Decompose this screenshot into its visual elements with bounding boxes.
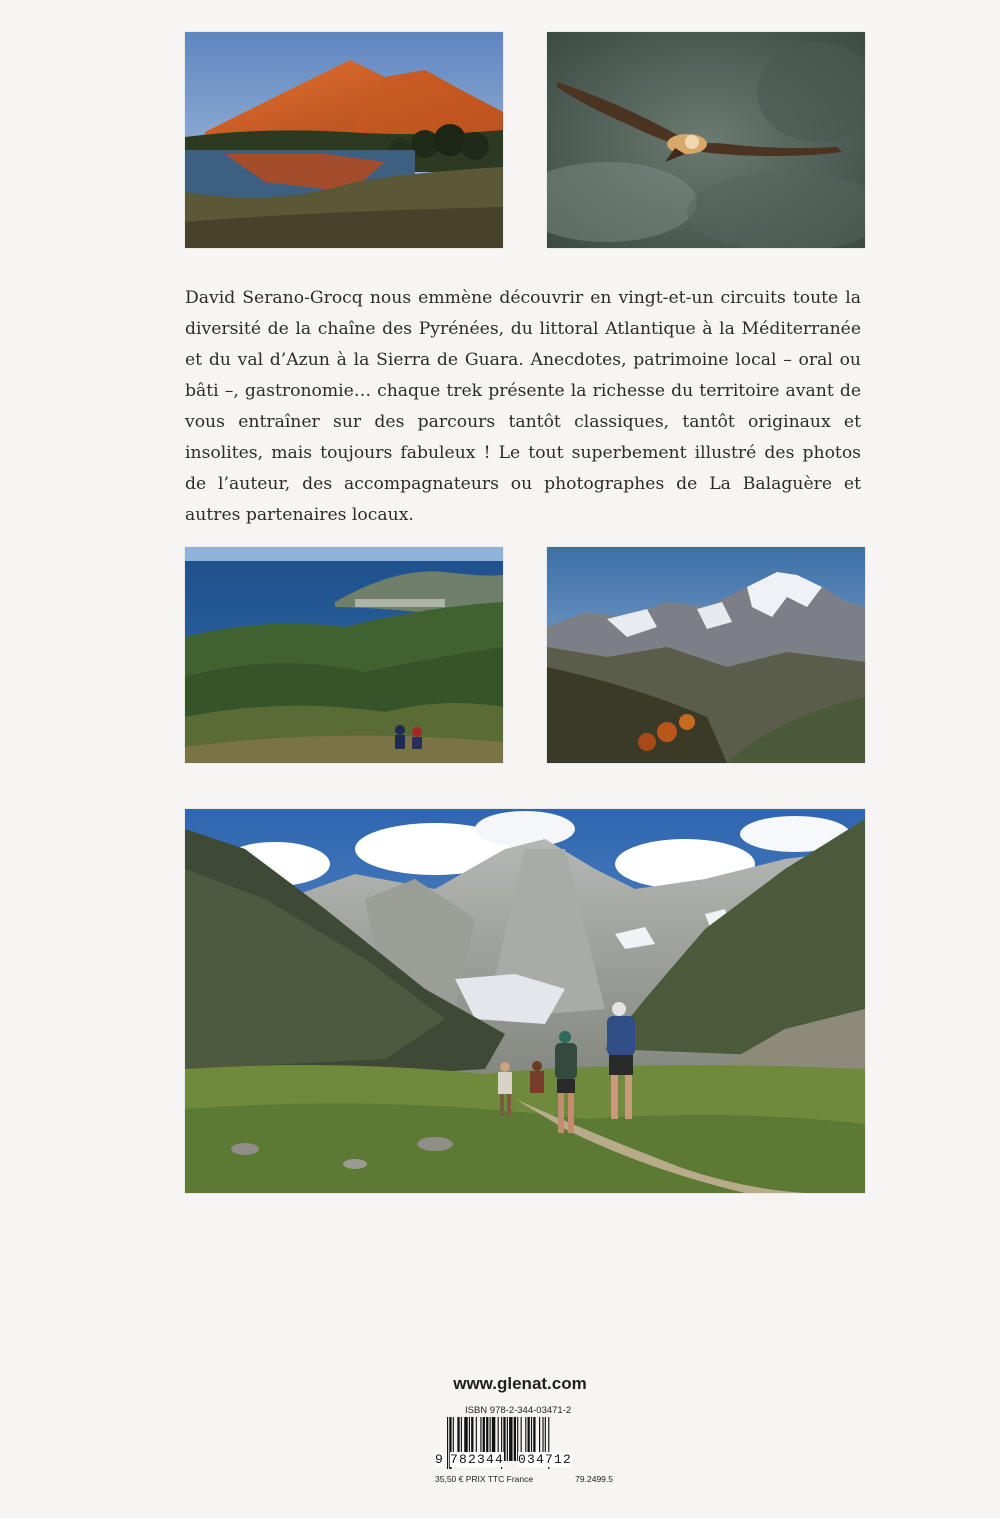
price-label: 35,50 € PRIX TTC France [435, 1474, 534, 1484]
publisher-website[interactable]: www.glenat.com [453, 1374, 587, 1393]
back-cover-blurb: David Serano-Grocq nous emmène découvrir en vingt-et-un circuits toute la diversité de la chaîne des Pyrénées, du littoral Atlantique à la Méditerranée et du val d’Azun à la Sierra de Guara. Anecdotes, patrimoine local – oral ou bâti –, gastronomie… chaque trek présente la richesse du territoire avant de vous entraîner sur des parcours tantôt classiques, tantôt originaux et insolites, mais toujours fabuleux ! Le tout superbement illustré des photos de l’auteur, des accompagnateurs ou photographes de La Balaguère et autres partenaires locaux. [185, 288, 861, 525]
photo-mediterranean-coast [185, 547, 503, 763]
ean-digits-left: 782344 [450, 1452, 505, 1467]
isbn-label: ISBN 978-2-344-03471-2 [465, 1405, 572, 1416]
photo-snowy-peaks-autumn [547, 547, 865, 763]
barcode-block [435, 1401, 613, 1493]
photo-sunset-mountain-lake [185, 32, 503, 248]
photo-hikers-valley [185, 809, 865, 1193]
ean-digit-first: 9 [435, 1452, 443, 1467]
product-code: 79.2499.5 [575, 1474, 613, 1484]
ean-digits [435, 1452, 593, 1468]
photo-bearded-vulture [547, 32, 865, 248]
ean-digits-right: 034712 [518, 1452, 573, 1467]
